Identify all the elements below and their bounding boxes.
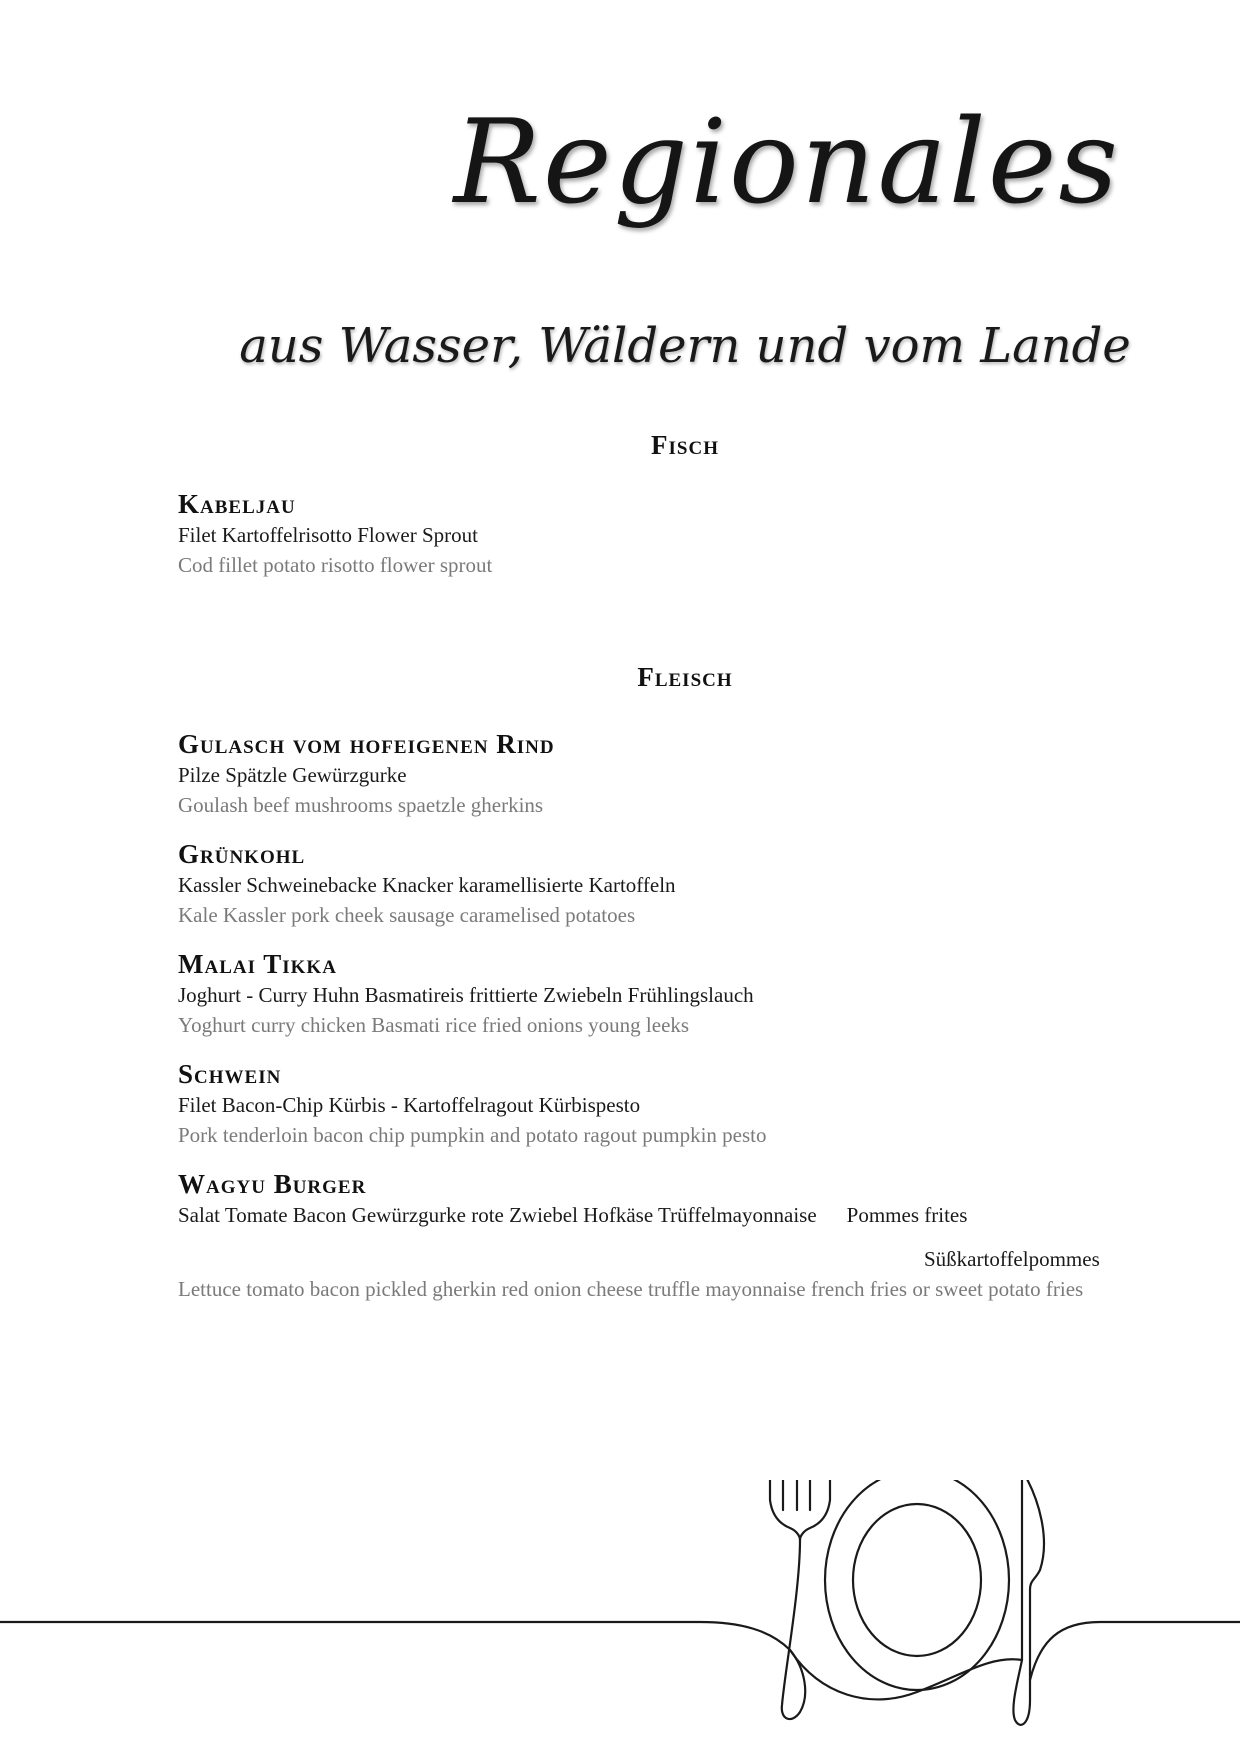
dish-description-de: Pilze Spätzle Gewürzgurke xyxy=(178,763,407,787)
dish-name: Gulasch vom hofeigenen Rind xyxy=(178,729,555,759)
dish-name: Schwein xyxy=(178,1059,282,1089)
dish-description-de: Filet Kartoffelrisotto Flower Sprout xyxy=(178,523,478,547)
section-title-fleisch: Fleisch xyxy=(637,662,733,692)
dish-name: Wagyu Burger xyxy=(178,1169,367,1199)
dish-description-de: Kassler Schweinebacke Knacker karamellisierte Kartoffeln xyxy=(178,873,676,897)
dish-description-en: Yoghurt curry chicken Basmati rice fried onions young leeks xyxy=(178,1013,690,1037)
dish-name: Kabeljau xyxy=(178,489,296,519)
dish-name: Malai Tikka xyxy=(178,949,337,979)
dish-description-en: Goulash beef mushrooms spaetzle gherkins xyxy=(178,793,544,817)
dish-wagyu-burger xyxy=(178,1168,1188,1304)
dish-gruenkohl xyxy=(178,838,1188,930)
menu-title: Regionales xyxy=(453,95,1120,230)
dish-description-de: Joghurt - Curry Huhn Basmatireis frittierte Zwiebeln Frühlingslauch xyxy=(178,983,754,1007)
side-option-pommes: Pommes frites xyxy=(846,1203,968,1227)
section-title-fisch: Fisch xyxy=(651,430,719,460)
dish-description-de: Filet Bacon-Chip Kürbis - Kartoffelragout Kürbispesto xyxy=(178,1093,641,1117)
plate-fork-knife-icon xyxy=(0,1480,1240,1754)
dish-schwein xyxy=(178,1058,1188,1150)
dish-kabeljau xyxy=(178,488,1188,580)
dish-description-de xyxy=(178,1200,1188,1230)
dish-malai-tikka xyxy=(178,948,1188,1040)
dish-description-de-text: Salat Tomate Bacon Gewürzgurke rote Zwiebel Hofkäse Trüffelmayonnaise xyxy=(178,1203,817,1227)
side-option-suesskartoffel: Süßkartoffelpommes xyxy=(924,1247,1100,1271)
dish-gulasch xyxy=(178,728,1188,820)
dish-description-en: Cod fillet potato risotto flower sprout xyxy=(178,553,493,577)
dish-description-en: Kale Kassler pork cheek sausage caramelised potatoes xyxy=(178,903,636,927)
dish-description-en: Lettuce tomato bacon pickled gherkin red onion cheese truffle mayonnaise french fries or sweet potato fries xyxy=(178,1277,1084,1301)
menu-subtitle: aus Wasser, Wäldern und vom Lande xyxy=(239,318,1131,374)
dish-name: Grünkohl xyxy=(178,839,306,869)
dish-description-en: Pork tenderloin bacon chip pumpkin and potato ragout pumpkin pesto xyxy=(178,1123,767,1147)
